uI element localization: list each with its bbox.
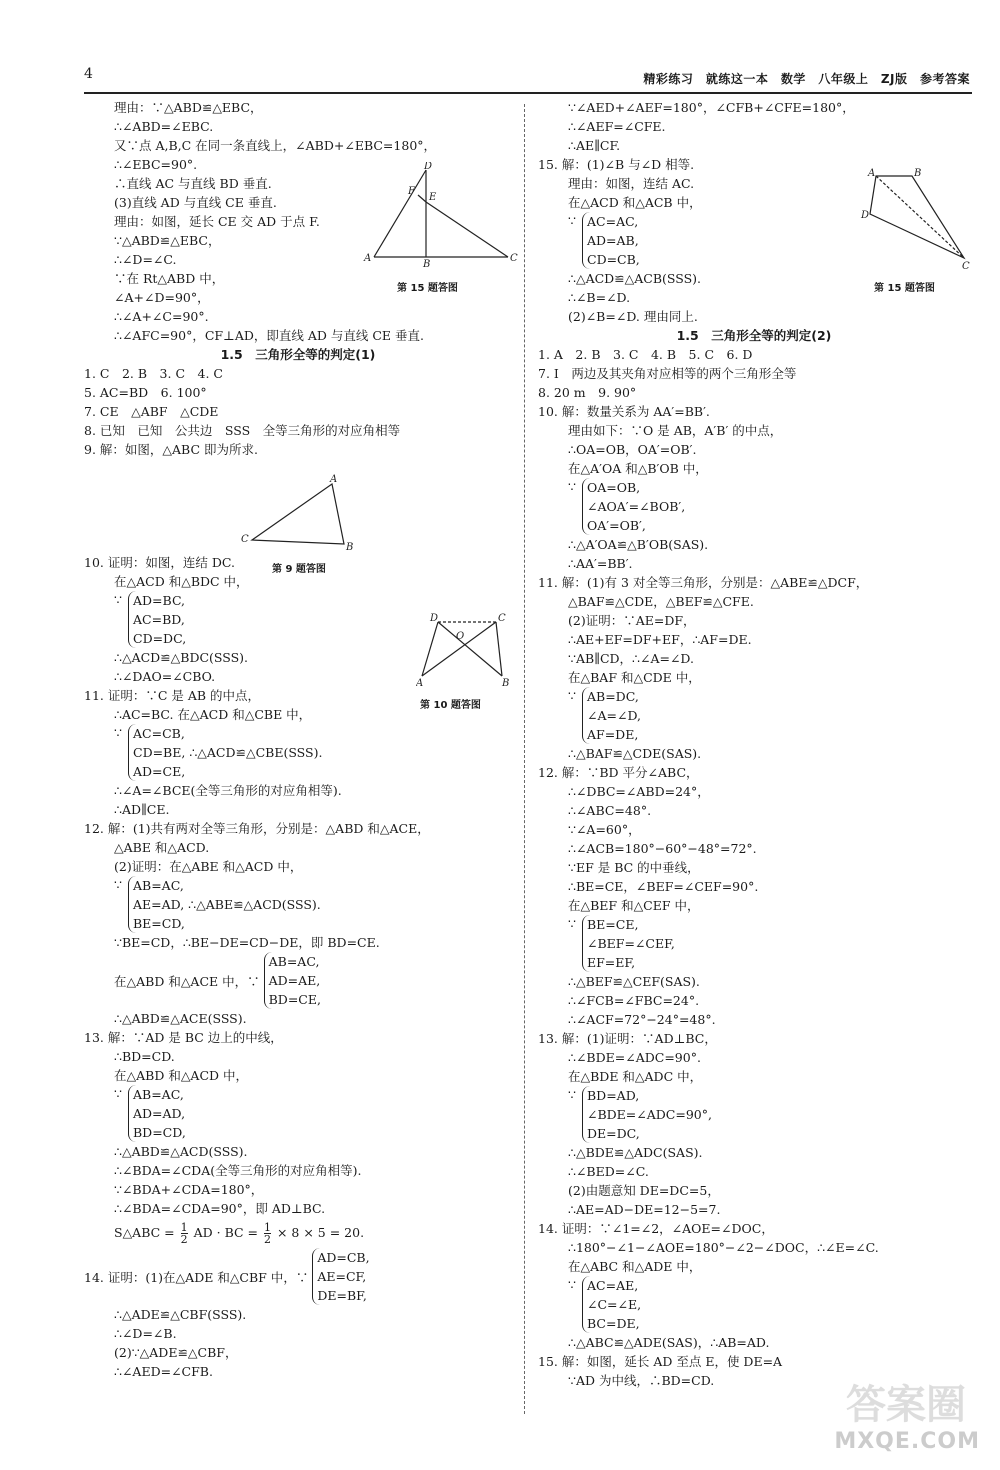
answer-line: 1. A 2. B 3. C 4. B 5. C 6. D (538, 347, 753, 362)
because-symbol: ∵ (114, 725, 122, 740)
equation: AD=AB, (587, 233, 639, 248)
label-b: B (502, 678, 510, 688)
equation: AD=CE, (133, 764, 186, 779)
equation: AC=BD, (133, 612, 185, 627)
text-line: ∴AC=BC. 在△ACD 和△CBE 中， (114, 707, 312, 722)
text-line: ∴△ABC≌△ADE(SAS)，∴AB=AD. (568, 1335, 770, 1350)
text-line: ∴AE=AD−DE=12−5=7. (568, 1202, 721, 1217)
text-line: ∵AB∥CD，∴∠A=∠D. (568, 651, 694, 666)
label-d: D (430, 613, 439, 624)
text-line: ∴∠ABD=∠EBC. (114, 119, 214, 134)
label-a: A (330, 474, 338, 485)
equation: AB=AC, (133, 878, 184, 893)
text-line: ∴∠BED=∠C. (568, 1164, 649, 1179)
area-formula (84, 1218, 512, 1248)
text-line: ∴∠AEF=∠CFE. (568, 119, 666, 134)
equation-system (84, 876, 512, 933)
text-line: 12. 解：(1)共有两对全等三角形，分别是：△ABD 和△ACE， (84, 821, 430, 836)
equation-system (84, 952, 512, 1009)
equation: AD=AE, (268, 973, 321, 988)
text-line: ∴∠BDA=∠CDA(全等三角形的对应角相等). (114, 1163, 362, 1178)
text-line: AD · BC = (193, 1225, 259, 1240)
answer-line: 8. 已知 已知 公共边 SSS 全等三角形的对应角相等 (84, 423, 401, 438)
text-line: ∴∠AFC=90°，CF⊥AD，即直线 AD 与直线 CE 垂直. (114, 328, 424, 343)
figure-10 (416, 612, 516, 688)
equation: BE=CD, (133, 916, 185, 931)
text-line: 14. 证明：∵∠1=∠2，∠AOE=∠DOC， (538, 1221, 774, 1236)
text-line: ∵∠BDA+∠CDA=180°， (114, 1182, 264, 1197)
label-b: B (914, 168, 922, 179)
text-line: ∴∠BDA=∠CDA=90°，即 AD⊥BC. (114, 1201, 326, 1216)
equation-system (538, 687, 970, 744)
fraction-denominator: 2 (264, 1233, 271, 1246)
text-line: △BAF≌△CDE，△BEF≌△CFE. (568, 594, 754, 609)
equation: DE=DC, (587, 1126, 640, 1141)
watermark-text: MXQE.COM (834, 1429, 980, 1454)
equation: AB=DC, (587, 689, 639, 704)
text-line: ∴直线 AC 与直线 BD 垂直. (114, 176, 272, 191)
label-b: B (423, 259, 431, 270)
text-line: 在△BAF 和△CDE 中， (568, 670, 701, 685)
equation: ∠BDE=∠ADC=90°, (587, 1107, 712, 1122)
equation: AC=AE, (587, 1278, 639, 1293)
figure-9 (232, 474, 362, 554)
line-ad (374, 170, 426, 257)
equation: ∠C=∠E, (587, 1297, 642, 1312)
equation: EF=EF, (587, 955, 636, 970)
because-symbol: ∵ (568, 1277, 576, 1292)
equation: BD=AD, (587, 1088, 640, 1103)
column-divider (524, 104, 525, 1414)
answer-line: 7. Ⅰ 两边及其夹角对应相等的两个三角形全等 (538, 366, 797, 381)
equation: AB=AC, (268, 954, 320, 969)
equation: CD=BE, ∴△ACD≌△CBE(SSS). (133, 745, 323, 760)
equation: AD=CB, (317, 1250, 370, 1265)
label-d: D (861, 210, 870, 221)
text-line: ∴∠FCB=∠FBC=24°. (568, 993, 700, 1008)
text-line: ∴∠ACB=180°−60°−48°=72°. (568, 841, 757, 856)
because-symbol: ∵ (568, 916, 576, 931)
answer-line: 7. CE △ABF △CDE (84, 404, 219, 419)
text-line: 14. 证明：(1)在△ADE 和△CBF 中，∵ (84, 1269, 309, 1285)
figure-caption: 第 15 题答图 (397, 283, 458, 294)
equation: DE=BF, (317, 1288, 367, 1303)
text-line: ∴∠A+∠C=90°. (114, 309, 209, 324)
header-rule (84, 92, 972, 94)
text-line: 在△BDE 和△ADC 中， (568, 1069, 703, 1084)
watermark-logo: 答案圈 (846, 1382, 966, 1428)
label-a: A (868, 168, 876, 179)
text-line: ∴∠ACF=72°−24°=48°. (568, 1012, 716, 1027)
text-line: 12. 解：∵BD 平分∠ABC， (538, 765, 699, 780)
text-line: 在△ABC 和△ADE 中， (568, 1259, 702, 1274)
because-symbol: ∵ (568, 479, 576, 494)
line-cb (496, 622, 502, 676)
equation-system (84, 724, 512, 781)
text-line: ∴BD=CD. (114, 1049, 175, 1064)
text-line: ∴△BDE≌△ADC(SAS). (568, 1145, 703, 1160)
text-line: (2)∵△ADE≌△CBF， (114, 1345, 238, 1360)
equation: BD=CD, (133, 1125, 186, 1140)
text-line: 在△ACD 和△ACB 中， (568, 195, 702, 210)
text-line: 15. 解：如图，延长 AD 至点 E，使 DE=A (538, 1354, 783, 1369)
text-line: ∵在 Rt△ABD 中， (114, 271, 225, 286)
text-line: ∴△ADE≌△CBF(SSS). (114, 1307, 247, 1322)
text-line: ∴∠BDE=∠ADC=90°. (568, 1050, 701, 1065)
answer-line: 9. 解：如图，△ABC 即为所求. (84, 442, 258, 457)
text-line: ∵EF 是 BC 的中垂线， (568, 860, 700, 875)
text-line: ∴∠EBC=90°. (114, 157, 198, 172)
text-line: ∠A+∠D=90°， (114, 290, 210, 305)
equation: AC=AC, (587, 214, 639, 229)
answer-line: 5. AC=BD 6. 100° (84, 385, 207, 400)
text-line: △ABE 和△ACD. (114, 840, 210, 855)
text-line: 13. 解：(1)证明：∵AD⊥BC， (538, 1031, 717, 1046)
text-line: 10. 证明：如图，连结 DC. (84, 555, 235, 570)
fraction-half (181, 1222, 188, 1245)
line-ec (426, 202, 508, 257)
equation: ∠A=∠D, (587, 708, 641, 723)
equation-system (538, 915, 970, 972)
equation: AC=CB, (133, 726, 185, 741)
triangle-abc (252, 484, 344, 544)
because-symbol: ∵ (114, 1086, 122, 1101)
text-line: ∴△ACD≌△BDC(SSS). (114, 650, 249, 665)
text-line: ∴∠DBC=∠ABD=24°， (568, 784, 710, 799)
equation: AD=BC, (133, 593, 186, 608)
text-line: ∴△ABD≌△ACE(SSS). (114, 1011, 247, 1026)
label-c: C (241, 534, 249, 545)
text-line: 在△BEF 和△CEF 中， (568, 898, 700, 913)
text-line: ∴△ABD≌△ACD(SSS). (114, 1144, 248, 1159)
equation-system (538, 1276, 970, 1333)
equation: OA′=OB′, (587, 518, 646, 533)
label-e: E (429, 192, 437, 203)
text-line: ∴180°−∠1−∠AOE=180°−∠2−∠DOC，∴∠E=∠C. (568, 1240, 879, 1255)
label-o: O (456, 631, 465, 642)
line-da (422, 622, 438, 676)
text-line: 理由如下：∵O 是 AB，A′B′ 的中点， (568, 423, 783, 438)
answer-line: 1. C 2. B 3. C 4. C (84, 366, 223, 381)
text-line: (3)直线 AD 与直线 CE 垂直. (114, 195, 277, 210)
line-fe (418, 195, 426, 202)
because-symbol: ∵ (114, 877, 122, 892)
text-line: 13. 解：∵AD 是 BC 边上的中线， (84, 1030, 283, 1045)
figure-caption: 第 15 题答图 (874, 283, 935, 294)
equation-system (538, 1086, 970, 1143)
text-line: 在△ABD 和△ACD 中， (114, 1068, 249, 1083)
equation-system (84, 1085, 512, 1142)
equation: AF=DE, (587, 727, 639, 742)
text-line: ∴∠D=∠C. (114, 252, 177, 267)
because-symbol: ∵ (114, 592, 122, 607)
equation-system (538, 478, 970, 535)
running-header: 精彩练习 就练这一本 数学 八年级上 ZJ版 参考答案 (643, 72, 970, 86)
line-db (438, 622, 502, 676)
figure-caption: 第 10 题答图 (420, 700, 481, 711)
text-line: 11. 解：(1)有 3 对全等三角形，分别是：△ABE≌△DCF， (538, 575, 869, 590)
text-line: ∴△A′OA≌△B′OB(SAS). (568, 537, 709, 552)
text-line: ∵AD 为中线，∴BD=CD. (568, 1373, 715, 1388)
fraction-numerator: 1 (264, 1221, 271, 1234)
text-line: 又∵点 A,B,C 在同一条直线上，∠ABD+∠EBC=180°， (114, 138, 437, 153)
text-line: (2)证明：在△ABE 和△ACD 中， (114, 859, 303, 874)
text-line: 10. 解：数量关系为 AA′=BB′. (538, 404, 710, 419)
text-line: ∴△ACD≌△ACB(SSS). (568, 271, 702, 286)
text-line: S△ABC = (114, 1225, 175, 1240)
figure-15-left (360, 162, 520, 272)
because-symbol: ∵ (568, 1087, 576, 1102)
equation: ∠AOA′=∠BOB′, (587, 499, 686, 514)
text-line: ∴AA′=BB′. (568, 556, 633, 571)
figure-15-right (858, 166, 976, 272)
equation: CD=DC, (133, 631, 187, 646)
equation: BC=DE, (587, 1316, 640, 1331)
label-d: D (424, 162, 433, 172)
page-number: 4 (84, 66, 93, 82)
text-line: ∴∠DAO=∠CBO. (114, 669, 216, 684)
text-line: ∵BE=CD，∴BE−DE=CD−DE，即 BD=CE. (114, 935, 380, 950)
label-f: F (408, 186, 415, 197)
text-line: 在△ABD 和△ACE 中，∵ (114, 973, 260, 989)
text-line: 11. 证明：∵C 是 AB 的中点， (84, 688, 261, 703)
text-line: ∴OA=OB，OA′=OB′. (568, 442, 697, 457)
fraction-denominator: 2 (180, 1233, 188, 1246)
text-line: ∴∠AED=∠CFB. (114, 1364, 213, 1379)
text-line: ∴AE+EF=DF+EF，∴AF=DE. (568, 632, 752, 647)
equation: OA=OB, (587, 480, 641, 495)
text-line: (2)∠B=∠D. 理由同上. (568, 309, 698, 324)
text-line: ∴AE∥CF. (568, 138, 621, 153)
label-c: C (510, 253, 518, 264)
label-c: C (498, 613, 506, 624)
text-line: 理由：∵△ABD≌△EBC， (114, 100, 263, 115)
text-line: 理由：如图，连结 AC. (568, 176, 695, 191)
because-symbol: ∵ (568, 213, 576, 228)
text-line: ∴∠D=∠B. (114, 1326, 177, 1341)
equation: AB=AC, (133, 1087, 184, 1102)
text-line: (2)由题意知 DE=DC=5， (568, 1183, 720, 1198)
fraction-half (264, 1222, 271, 1245)
label-a: A (364, 253, 372, 264)
text-line: ∵∠A=60°， (568, 822, 641, 837)
equation: BE=CE, (587, 917, 639, 932)
label-c: C (962, 261, 970, 272)
equation: AE=AD, ∴△ABE≌△ACD(SSS). (133, 897, 321, 912)
text-line: 在△A′OA 和△B′OB 中， (568, 461, 708, 476)
text-line: ∴AD∥CE. (114, 802, 170, 817)
equation: AD=AD, (133, 1106, 186, 1121)
text-line: × 8 × 5 = 20. (276, 1225, 365, 1240)
because-symbol: ∵ (568, 688, 576, 703)
text-line: ∵△ABD≌△EBC， (114, 233, 221, 248)
text-line: 在△ACD 和△BDC 中， (114, 574, 249, 589)
equation: CD=CB, (587, 252, 640, 267)
answer-line: 8. 20 m 9. 90° (538, 385, 637, 400)
text-line: ∵∠AED+∠AEF=180°，∠CFB+∠CFE=180°， (568, 100, 855, 115)
text-line: 理由：如图，延长 CE 交 AD 于点 F. (114, 214, 320, 229)
section-title: 1.5 三角形全等的判定(1) (220, 347, 376, 362)
equation: BD=CE, (268, 992, 321, 1007)
fraction-numerator: 1 (180, 1221, 188, 1234)
figure-caption: 第 9 题答图 (272, 564, 326, 575)
equation-system (84, 1248, 512, 1305)
text-line: ∴∠A=∠BCE(全等三角形的对应角相等). (114, 783, 342, 798)
text-line: ∴BE=CE，∠BEF=∠CEF=90°. (568, 879, 759, 894)
equation: ∠BEF=∠CEF, (587, 936, 675, 951)
text-line: ∴△BEF≌△CEF(SAS). (568, 974, 700, 989)
equation: AE=CF, (317, 1269, 367, 1284)
section-title: 1.5 三角形全等的判定(2) (676, 328, 832, 343)
text-line: ∴∠B=∠D. (568, 290, 631, 305)
text-line: (2)证明：∵AE=DF， (568, 613, 696, 628)
quadrilateral-abcd (870, 176, 964, 258)
text-line: ∴∠ABC=48°. (568, 803, 652, 818)
text-line: 15. 解：(1)∠B 与∠D 相等. (538, 157, 695, 172)
label-b: B (346, 542, 354, 553)
text-line: ∴△BAF≌△CDE(SAS). (568, 746, 702, 761)
label-a: A (416, 678, 424, 688)
